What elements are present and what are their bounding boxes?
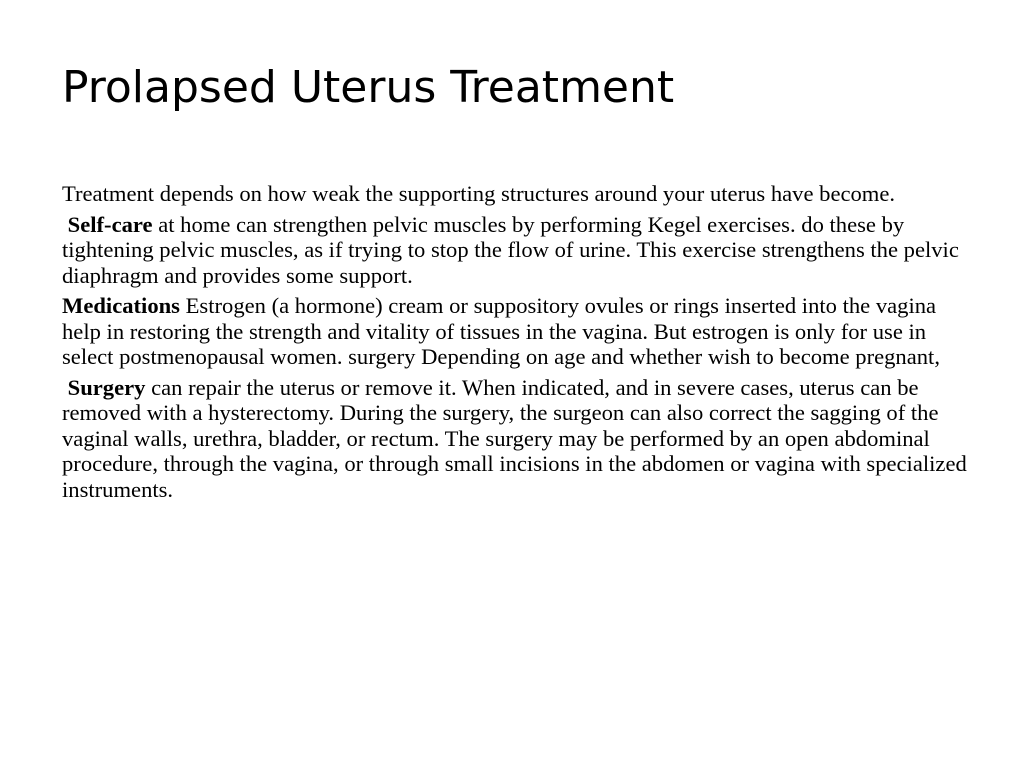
- self-care-text: at home can strengthen pelvic muscles by performing Kegel exercises. do these by tightening pelvic muscles, as if trying to stop the flow of urine. This exercise strengthens the pelvic diaphragm and provides some support.: [62, 211, 959, 288]
- paragraph-surgery: [62, 375, 967, 503]
- medications-text: Estrogen (a hormone) cream or suppository ovules or rings inserted into the vagina help in restoring the strength and vitality of tissues in the vagina. But estrogen is only for use in select postmenopausal women. surgery Depending on age and whether wish to become pregnant,: [62, 293, 940, 369]
- intro-text: Treatment depends on how weak the supporting structures around your uterus have become.: [62, 181, 896, 206]
- slide-body: [62, 181, 967, 507]
- self-care-heading: Self-care: [62, 211, 153, 237]
- paragraph-medications: [62, 293, 967, 370]
- surgery-text: can repair the uterus or remove it. When indicated, and in severe cases, uterus can be removed with a hysterectomy. During the surgery, the surgeon can also correct the sagging of the vaginal walls, urethra, bladder, or rectum. The surgery may be performed by an open abdominal procedure, through the vagina, or through small incisions in the abdomen or vagina with specialized instruments.: [62, 374, 967, 502]
- medications-heading: Medications: [62, 293, 180, 318]
- surgery-heading: Surgery: [62, 374, 146, 400]
- slide-title: Prolapsed Uterus Treatment: [62, 62, 675, 113]
- paragraph-self-care: [62, 212, 967, 289]
- paragraph-intro: [62, 181, 967, 207]
